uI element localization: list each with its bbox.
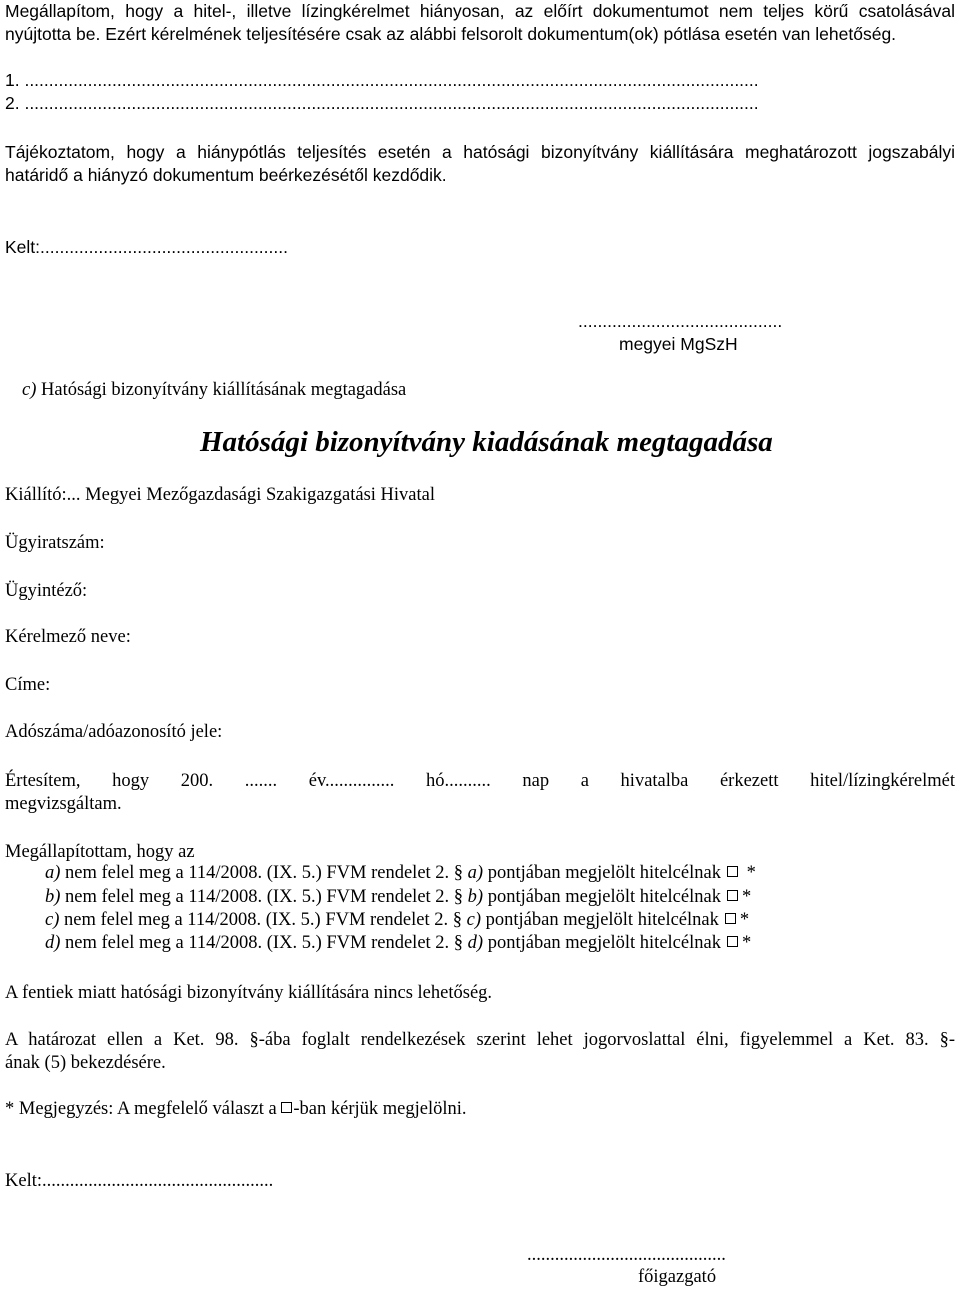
- section-heading-text: Hatósági bizonyítvány kiállításának megtagadása: [36, 380, 407, 400]
- condition-ref-letter: a): [467, 863, 484, 883]
- signature-dots-1: ..........................................: [578, 311, 783, 331]
- address-label: Címe:: [5, 675, 51, 695]
- condition-text-end: pontjában megjelölt hitelcélnak: [483, 933, 721, 953]
- footnote: [5, 1098, 467, 1121]
- checkbox-a[interactable]: [727, 866, 738, 877]
- condition-letter: a): [45, 863, 61, 883]
- signature-name-1: megyei MgSzH: [619, 334, 738, 354]
- checkbox-b[interactable]: [727, 890, 738, 901]
- finding-intro: Megállapítottam, hogy az: [5, 842, 195, 862]
- file-number-label: Ügyiratszám:: [5, 533, 105, 553]
- signature-title: főigazgató: [638, 1267, 717, 1287]
- administrator-label: Ügyintéző:: [5, 581, 88, 601]
- tax-id-label: Adószáma/adóazonosító jele:: [5, 722, 223, 742]
- condition-letter: d): [45, 933, 61, 953]
- checkbox-d[interactable]: [727, 936, 738, 947]
- applicant-name-label: Kérelmező neve:: [5, 627, 131, 647]
- condition-text-end: pontjában megjelölt hitelcélnak: [481, 910, 719, 930]
- condition-ref-letter: d): [467, 933, 484, 953]
- footnote-star: *: [741, 863, 756, 883]
- notice-line-2: megvizsgáltam.: [5, 794, 122, 814]
- condition-letter: c): [45, 910, 60, 930]
- condition-ref-letter: b): [467, 887, 484, 907]
- condition-text-end: pontjában megjelölt hitelcélnak: [483, 887, 721, 907]
- missing-doc-item-2: 2. .......................................................................................................................................................: [5, 93, 759, 113]
- condition-letter: b): [45, 887, 61, 907]
- condition-item: [45, 886, 825, 909]
- intro-line-2: nyújtotta be. Ezért kérelmének teljesítésére csak az alábbi felsorolt dokumentum(ok) pótlása esetén van lehetőség.: [5, 24, 897, 44]
- footnote-text: * Megjegyzés: A megfelelő választ a: [5, 1099, 282, 1119]
- footnote-text-end: -ban kérjük megjelölni.: [293, 1099, 467, 1119]
- intro-line-1: Megállapítom, hogy a hitel-, illetve lízingkérelmet hiányosan, az előírt dokumentumot nem teljes körű csatolásával: [5, 1, 955, 21]
- appeal-line-1: A határozat ellen a Ket. 98. §-ába foglalt rendelkezések szerint lehet jogorvoslattal élni, figyelemmel a Ket. 83. §-: [5, 1030, 955, 1050]
- condition-text-end: pontjában megjelölt hitelcélnak: [483, 863, 721, 883]
- condition-text: nem felel meg a 114/2008. (IX. 5.) FVM rendelet 2. §: [60, 887, 468, 907]
- form-title: Hatósági bizonyítvány kiadásának megtagadása: [200, 426, 773, 458]
- footnote-star: *: [741, 887, 752, 907]
- condition-item: [45, 932, 825, 955]
- section-heading: [22, 379, 406, 402]
- kelt-line-2: Kelt:..................................................: [5, 1171, 274, 1191]
- issuer-line: Kiállító:... Megyei Mezőgazdasági Szakigazgatási Hivatal: [5, 485, 435, 505]
- condition-item: [45, 862, 825, 885]
- signature-dots-2: ...........................................: [527, 1245, 726, 1265]
- kelt-line-1: Kelt:...................................................: [5, 237, 288, 257]
- missing-doc-item-1: 1. .......................................................................................................................................................: [5, 70, 759, 90]
- notice-line-1: Értesítem, hogy 200. ....... év............... hó.......... nap a hivatalba érkezett hitel/lízingkérelmét: [5, 771, 955, 791]
- info-line-2: határidő a hiányzó dokumentum beérkezésétől kezdődik.: [5, 165, 447, 185]
- condition-ref-letter: c): [466, 910, 481, 930]
- checkbox-icon: [281, 1102, 292, 1113]
- condition-text: nem felel meg a 114/2008. (IX. 5.) FVM rendelet 2. §: [60, 933, 468, 953]
- conclusion-text: A fentiek miatt hatósági bizonyítvány kiállítására nincs lehetőség.: [5, 983, 493, 1003]
- checkbox-c[interactable]: [725, 913, 736, 924]
- footnote-star: *: [741, 933, 752, 953]
- footnote-star: *: [739, 910, 750, 930]
- info-line-1: Tájékoztatom, hogy a hiánypótlás teljesítés esetén a hatósági bizonyítvány kiállítására meghatározott jogszabályi: [5, 142, 955, 162]
- condition-item: [45, 909, 825, 932]
- section-letter: c): [22, 380, 37, 400]
- condition-text: nem felel meg a 114/2008. (IX. 5.) FVM rendelet 2. §: [59, 910, 467, 930]
- condition-text: nem felel meg a 114/2008. (IX. 5.) FVM rendelet 2. §: [60, 863, 468, 883]
- appeal-line-2: ának (5) bekezdésére.: [5, 1053, 166, 1073]
